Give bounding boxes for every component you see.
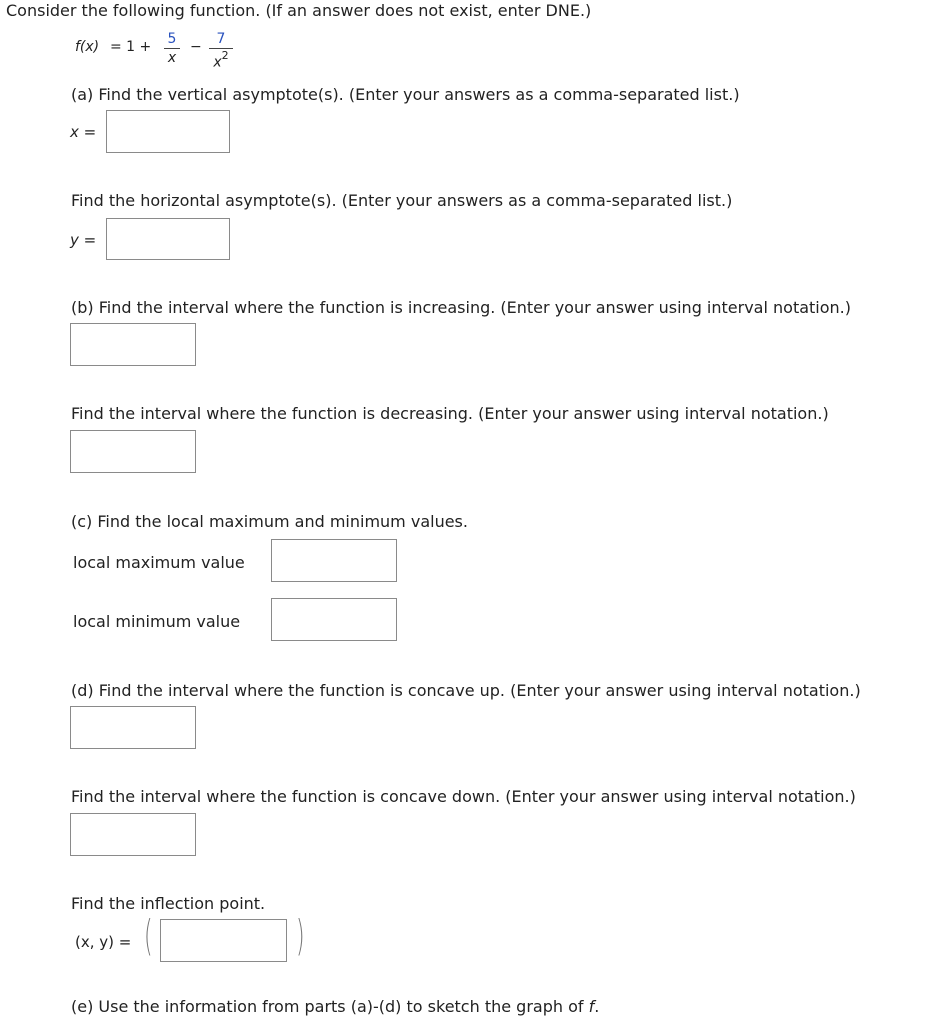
local-minimum-input[interactable] xyxy=(271,598,397,641)
fraction-5-over-x xyxy=(164,31,180,66)
frac1-denominator: x xyxy=(167,50,177,66)
xy-equals-label: (x, y) = xyxy=(75,933,132,951)
local-maximum-input[interactable] xyxy=(271,539,397,582)
frac2-denominator: $x^2$ xyxy=(213,49,229,71)
frac2-numerator: 7 xyxy=(216,31,226,47)
local-minimum-label: local minimum value xyxy=(73,612,241,631)
fraction-7-over-x2 xyxy=(209,31,233,71)
concave-up-input[interactable] xyxy=(70,706,196,749)
decreasing-interval-input[interactable] xyxy=(70,430,196,473)
y-equals-label: y = xyxy=(70,231,97,249)
question-sketch-graph: (e) Use the information from parts (a)-(d) to sketch the graph of f. xyxy=(71,997,600,1016)
frac1-bar xyxy=(164,48,180,49)
increasing-interval-input[interactable] xyxy=(70,323,196,366)
question-local-extrema: (c) Find the local maximum and minimum values. xyxy=(71,512,468,531)
inflection-point-input[interactable] xyxy=(160,919,287,962)
frac2-exponent: 2 xyxy=(221,49,229,62)
question-inflection-point: Find the inflection point. xyxy=(71,894,266,913)
vertical-asymptote-input[interactable] xyxy=(106,110,230,153)
frac1-numerator: 5 xyxy=(167,31,177,47)
formula-lhs: f(x) xyxy=(75,39,100,55)
horizontal-asymptote-input[interactable] xyxy=(106,218,230,260)
formula-minus: − xyxy=(190,39,202,55)
question-vertical-asymptote: (a) Find the vertical asymptote(s). (Enter your answers as a comma-separated list.) xyxy=(71,85,740,104)
formula-eq-plus: = 1 + xyxy=(110,39,152,55)
x-equals-label: x = xyxy=(70,123,97,141)
question-concave-up: (d) Find the interval where the function is concave up. (Enter your answer using interval notation.) xyxy=(71,681,861,700)
concave-down-input[interactable] xyxy=(70,813,196,856)
close-parenthesis: ) xyxy=(296,913,305,962)
local-maximum-label: local maximum value xyxy=(73,553,245,572)
intro-text: Consider the following function. (If an answer does not exist, enter DNE.) xyxy=(6,1,592,20)
question-concave-down: Find the interval where the function is concave down. (Enter your answer using interval notation.) xyxy=(71,787,856,806)
open-parenthesis: ( xyxy=(144,913,153,962)
question-horizontal-asymptote: Find the horizontal asymptote(s). (Enter your answers as a comma-separated list.) xyxy=(71,191,733,210)
question-decreasing-interval: Find the interval where the function is decreasing. (Enter your answer using interval notation.) xyxy=(71,404,829,423)
frac2-bar xyxy=(209,48,233,49)
question-increasing-interval: (b) Find the interval where the function is increasing. (Enter your answer using interval notation.) xyxy=(71,298,851,317)
